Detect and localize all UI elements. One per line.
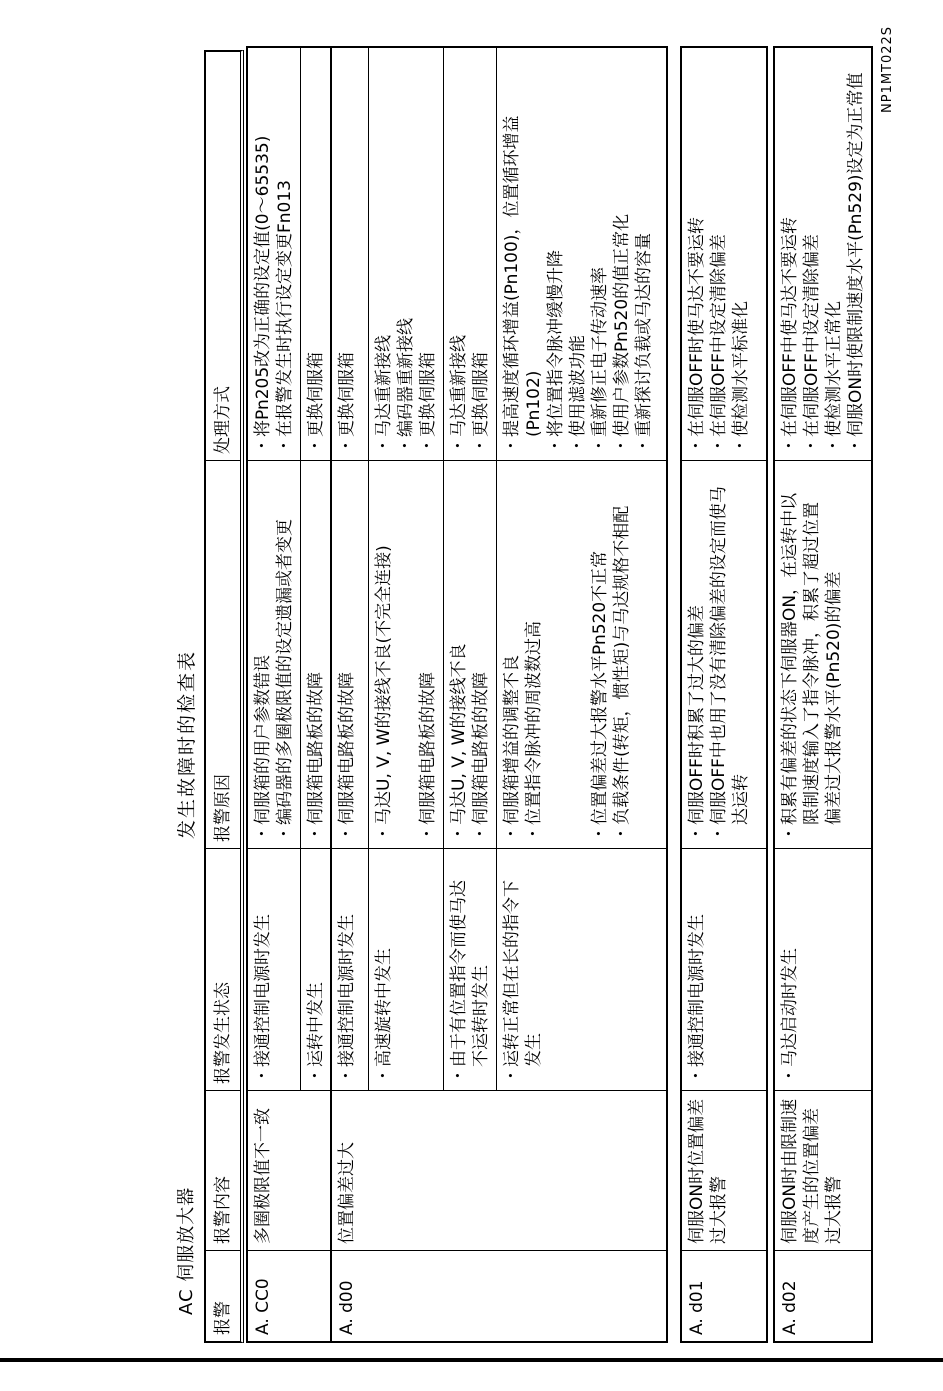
treatment-cell: ・提高速度循环增益(Pn100)，位置循环增益 (Pn102) ・将位置指令脉冲缓慢升降 ・使用滤波功能 ・重新修正电子传动速率 ・使用户参数Pn520的值正常化 ・重新探讨负载或马达的容量: [496, 48, 666, 461]
state-cell: ・接通控制电源时发生: [332, 849, 368, 1091]
treatment-cell: ・马达重新接线 ・更换伺服箱: [443, 48, 496, 461]
cause-cell: ・伺服箱增益的调整不良 ・位置指令脉冲的周波数过高 ・位置偏差过大报警水平Pn520不正常 ・负载条件(转矩，惯性矩)与马达规格不相配: [496, 461, 666, 849]
state-cell: ・接通控制电源时发生: [682, 849, 766, 1091]
cause-cell: ・伺服箱电路板的故障: [300, 461, 331, 849]
alarm-block-ad01: [680, 46, 768, 1343]
header-cell-cause: 报警原因: [206, 461, 240, 849]
table-header-row: [204, 50, 244, 1343]
header-cell-content: 报警内容: [206, 1091, 240, 1251]
state-cell: ・运转中发生: [300, 849, 331, 1091]
alarm-content-cell: 多圈极限值不一致: [248, 1091, 331, 1251]
header-cell-treatment: 处理方式: [206, 48, 240, 461]
cause-cell: ・伺服箱的用户参数错误 ・编码器的多圈极限值的设定遗漏或者变更: [248, 461, 300, 849]
treatment-cell: ・在伺服OFF时使马达不要运转 ・在伺服OFF中设定清除偏差 ・使检测水平标准化: [682, 48, 766, 461]
product-label: AC 伺服放大器: [176, 1186, 197, 1315]
state-cell: ・高速旋转中发生: [368, 849, 443, 1091]
treatment-cell: ・马达重新接线 ・编码器重新接线 ・更换伺服箱: [368, 48, 443, 461]
alarm-block-ad00: [330, 46, 668, 1343]
header-cell-alarm: 报警: [213, 1301, 233, 1335]
cause-cell: ・马达U, V, W的接线不良(不完全连接) ・伺服箱电路板的故障: [368, 461, 443, 849]
treatment-cell: ・将Pn205改为正确的设定值(0～65535) ・在报警发生时执行设定变更Fn013: [248, 48, 300, 461]
alarm-code-cell: A. d02: [780, 1280, 800, 1335]
cause-cell: ・马达U, V, W的接线不良 ・伺服箱电路板的故障: [443, 461, 496, 849]
state-cell: ・马达启动时发生: [775, 849, 871, 1091]
alarm-code-cell: A. d00: [337, 1280, 357, 1335]
treatment-cell: ・更换伺服箱: [332, 48, 368, 461]
page-footer-rule: [0, 1358, 943, 1362]
cause-cell: ・积累有偏差的状态下伺服器ON，在运转中以 限制速度输入了指令脉冲，积累了超过位置 偏差过大报警水平(Pn520)的偏差: [775, 461, 871, 849]
state-cell: ・运转正常但在长的指令下 发生: [496, 849, 666, 1091]
alarm-content-cell: 伺服ON时位置偏差 过大报警: [682, 1091, 766, 1251]
alarm-block-acc0: [246, 46, 333, 1343]
alarm-content-cell: 伺服ON时由限制速 度产生的位置偏差 过大报警: [775, 1091, 871, 1251]
page-title: 发生故障时的检查表: [176, 649, 198, 839]
treatment-cell: ・更换伺服箱: [300, 48, 331, 461]
state-cell: ・由于有位置指令而使马达 不运转时发生: [443, 849, 496, 1091]
header-cell-state: 报警发生状态: [206, 849, 240, 1091]
alarm-code-cell: A. CC0: [253, 1278, 273, 1335]
treatment-cell: ・在伺服OFF中使马达不要运转 ・在伺服OFF中设定清除偏差 ・使检测水平正常化 ・伺服ON时使限制速度水平(Pn529)设定为正常值: [775, 48, 871, 461]
figure-code: NP1MT022S: [880, 25, 895, 113]
alarm-block-ad02: [773, 46, 873, 1343]
cause-cell: ・伺服箱电路板的故障: [332, 461, 368, 849]
cause-cell: ・伺服OFF时积累了过大的偏差 ・伺服OFF中也用了没有清除偏差的设定而使马 达运转: [682, 461, 766, 849]
alarm-code-cell: A. d01: [687, 1280, 707, 1335]
state-cell: ・接通控制电源时发生: [248, 849, 300, 1091]
alarm-content-cell: 位置偏差过大: [332, 1091, 666, 1251]
